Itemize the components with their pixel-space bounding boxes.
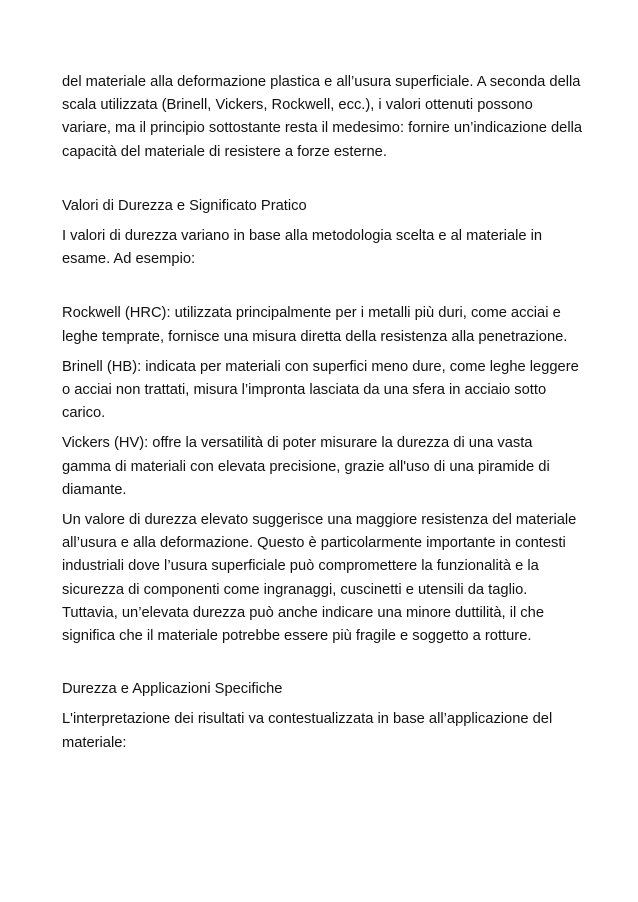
paragraph-rockwell: Rockwell (HRC): utilizzata principalmente per i metalli più duri, come acciai e leghe temprate, fornisce una misura diretta della resistenza alla penetrazione. bbox=[62, 305, 568, 345]
intro-paragraph: del materiale alla deformazione plastica e all’usura superficiale. A seconda della scala utilizzata (Brinell, Vickers, Rockwell, ecc.), i valori ottenuti possono variare, ma il principio sottostante resta il medesimo: fornire un’indicazione della capacità del materiale di resistere a forze esterne. bbox=[62, 74, 583, 160]
section-heading-applications: Durezza e Applicazioni Specifiche bbox=[62, 681, 283, 698]
paragraph-hardness-values-intro: I valori di durezza variano in base alla metodologia scelta e al materiale in esame. Ad esempio: bbox=[62, 228, 543, 268]
paragraph-vickers: Vickers (HV): offre la versatilità di poter misurare la durezza di una vasta gamma di materiali con elevata precisione, grazie all'uso di una piramide di diamante. bbox=[62, 435, 550, 498]
paragraph-brinell: Brinell (HB): indicata per materiali con superfici meno dure, come leghe leggere o acciai non trattati, misura l’impronta lasciata da una sfera in acciaio sotto carico. bbox=[62, 358, 579, 422]
section-heading-hardness-values: Valori di Durezza e Significato Pratico bbox=[62, 197, 307, 214]
paragraph-high-hardness: Un valore di durezza elevato suggerisce una maggiore resistenza del materiale all’usura e alla deformazione. Questo è particolarmente importante in contesti industriali dove l’usura superficiale può compromettere la funzionalità e la sicurezza di componenti come ingranaggi, cuscinetti e utensili da taglio. Tuttavia, un’elevata durezza può anche indicare una minore duttilità, il che significa che il materiale potrebbe essere più fragile e soggetto a rotture. bbox=[62, 512, 577, 645]
document-body bbox=[62, 71, 584, 755]
paragraph-applications-intro: L'interpretazione dei risultati va contestualizzata in base all’applicazione del materiale: bbox=[62, 711, 553, 751]
